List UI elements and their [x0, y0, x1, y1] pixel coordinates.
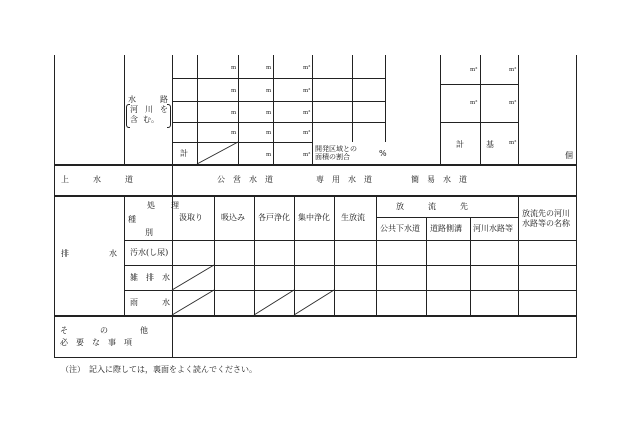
drainage-col-3 — [294, 195, 295, 315]
slash-rain-shuchu — [294, 290, 334, 315]
header-col-seihoryu: 生放流 — [341, 213, 365, 222]
water-supply-divider — [172, 164, 173, 195]
drainage-col-7 — [470, 217, 471, 315]
header-discharge-group: 放 流 先 — [396, 202, 468, 211]
unit-m2: m² — [303, 130, 311, 136]
header-col-shuchu: 集中浄化 — [298, 213, 330, 222]
unit-m: m — [231, 88, 237, 94]
ko-unit: 個 — [565, 151, 573, 160]
header-shori: 処 理 — [147, 201, 179, 210]
waterway-char-7: む。 — [143, 115, 159, 124]
unit-m: m — [266, 152, 272, 158]
waterway-char-5: を — [160, 105, 168, 114]
ratio-label-1: 開発区域との — [315, 145, 357, 153]
other-bottom — [54, 357, 577, 358]
upper-row-1 — [172, 78, 385, 79]
slash-graywater-kumitori — [172, 265, 214, 290]
drainage-col-8 — [518, 195, 519, 315]
upper-col-6 — [385, 55, 386, 142]
header-shubetsu-2: 別 — [145, 228, 153, 237]
unit-m2: m² — [303, 88, 311, 94]
waterway-char-3: 河 — [130, 105, 138, 114]
row-label-sewage: 汚水(し尿) — [130, 248, 169, 257]
header-discharge-road: 道路側溝 — [430, 224, 462, 233]
percent-unit: % — [379, 149, 387, 158]
upper-right-row-2 — [440, 122, 518, 123]
drainage-left — [54, 195, 55, 315]
water-supply-left — [54, 164, 55, 195]
unit-m: m — [231, 65, 237, 71]
unit-m: m — [266, 88, 272, 94]
upper-col-5 — [352, 55, 353, 142]
upper-col-9 — [518, 55, 519, 164]
drainage-col-2 — [254, 195, 255, 315]
right-ki-label: 基 — [486, 140, 494, 149]
unit-m: m — [266, 110, 272, 116]
drainage-label: 排 水 — [61, 249, 117, 258]
other-label-2: 必 要 な 事 項 — [60, 338, 132, 347]
drainage-label-divider — [124, 195, 125, 315]
water-supply-option-public: 公 営 水 道 — [217, 175, 273, 184]
header-col-kumitori: 汲取り — [179, 213, 203, 222]
water-supply-top — [54, 164, 577, 166]
unit-m2: m² — [303, 65, 311, 71]
row-label-rainwater: 雨 水 — [130, 298, 170, 307]
upper-col-1 — [197, 55, 198, 164]
header-river-name-1: 放流先の河川 — [522, 209, 570, 218]
drainage-row-1-bottom — [124, 265, 577, 266]
right-bracket — [167, 104, 171, 128]
upper-col-2 — [238, 55, 239, 164]
drainage-top — [54, 195, 577, 197]
slash-total-row — [197, 142, 238, 164]
unit-m: m — [231, 130, 237, 136]
unit-m2: m² — [509, 100, 517, 106]
total-label: 計 — [180, 149, 188, 158]
unit-m2: m² — [509, 140, 517, 146]
waterway-char-4: 川 — [145, 105, 153, 114]
header-col-kakko: 各戸浄化 — [258, 213, 290, 222]
upper-left-border — [54, 55, 55, 164]
drainage-type-divider — [172, 195, 173, 315]
other-label-1: そ の 他 — [60, 326, 148, 335]
upper-row-2 — [172, 101, 385, 102]
upper-row-3 — [172, 122, 385, 123]
header-discharge-public: 公共下水道 — [380, 224, 420, 233]
other-top — [54, 315, 577, 317]
header-shubetsu-1: 種 — [128, 215, 136, 224]
upper-row-4 — [172, 142, 312, 143]
waterway-char-1: 水 — [128, 95, 136, 104]
header-discharge-river: 河川水路等 — [473, 224, 513, 233]
upper-label-left — [124, 55, 125, 164]
waterway-char-6: 含 — [130, 115, 138, 124]
upper-label-right — [172, 55, 173, 164]
footnote: （注） 記入に際しては，裏面をよく読んでください。 — [61, 365, 257, 374]
drainage-col-6 — [426, 217, 427, 315]
upper-col-4 — [312, 55, 313, 164]
right-total-label: 計 — [456, 140, 464, 149]
other-right — [576, 315, 577, 358]
upper-col-8 — [480, 55, 481, 164]
unit-m: m — [266, 65, 272, 71]
ratio-label-2: 面積の割合 — [315, 153, 350, 161]
other-left — [54, 315, 55, 358]
upper-right-row-1 — [440, 84, 518, 85]
slash-rain-kumitori — [172, 290, 214, 315]
unit-m2: m² — [303, 110, 311, 116]
unit-m2: m² — [509, 67, 517, 73]
unit-m: m — [231, 110, 237, 116]
unit-m: m — [266, 130, 272, 136]
unit-m2: m² — [470, 67, 478, 73]
drainage-header-bottom — [124, 240, 577, 241]
drainage-row-2-bottom — [124, 290, 577, 291]
discharge-subheader-line — [376, 217, 518, 218]
waterway-char-2: 路 — [160, 95, 168, 104]
upper-right-border — [576, 55, 577, 164]
upper-col-3 — [273, 55, 274, 164]
left-bracket — [126, 104, 130, 128]
unit-m2: m² — [303, 152, 311, 158]
water-supply-right — [576, 164, 577, 195]
upper-col-7 — [440, 55, 441, 164]
other-divider — [172, 315, 173, 358]
drainage-col-1 — [214, 195, 215, 315]
unit-m2: m² — [470, 100, 478, 106]
drainage-col-4 — [334, 195, 335, 315]
header-river-name-2: 水路等の名称 — [522, 219, 570, 228]
header-col-suikomi: 吸込み — [221, 213, 245, 222]
drainage-right — [576, 195, 577, 315]
drainage-col-5 — [376, 195, 377, 315]
row-label-graywater: 雑 排 水 — [130, 273, 170, 282]
water-supply-label: 上 水 道 — [61, 175, 133, 184]
slash-rain-kakko — [254, 290, 294, 315]
water-supply-option-private: 専 用 水 道 — [316, 175, 372, 184]
water-supply-option-simple: 簡 易 水 道 — [411, 175, 467, 184]
